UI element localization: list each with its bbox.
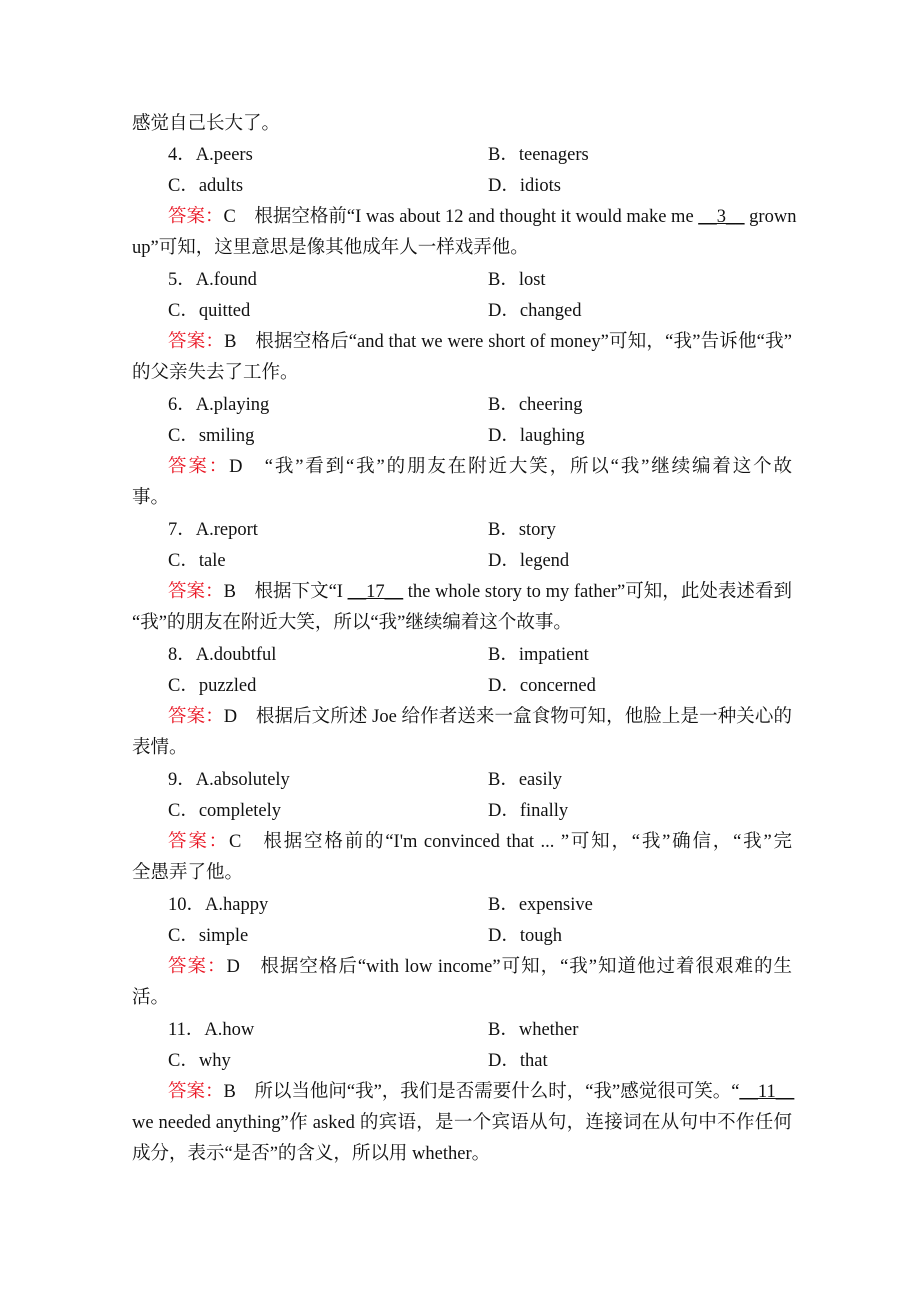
question-5-answer-line-1: 答案：B 根据空格后“and that we were short of money”可知，“我”告诉他“我” bbox=[168, 332, 792, 352]
question-9-option-c: C．completely bbox=[168, 801, 282, 821]
answer-label: 答案： bbox=[168, 207, 224, 227]
question-6-option-a: 6．A.playing bbox=[168, 395, 270, 415]
question-9-answer-line-1: 答案：C 根据空格前的“I'm convinced that ... ”可知，“我”确信，“我”完 bbox=[168, 832, 792, 852]
intro-text: 感觉自己长大了。 bbox=[132, 114, 281, 134]
question-5-option-a: 5．A.found bbox=[168, 270, 257, 290]
answer-label: 答案： bbox=[168, 332, 225, 352]
question-4-option-a: 4．A.peers bbox=[168, 145, 253, 165]
question-8-answer-line-2: 表情。 bbox=[132, 738, 188, 758]
question-10-option-c: C．simple bbox=[168, 926, 249, 946]
question-7-option-a: 7．A.report bbox=[168, 520, 258, 540]
question-11-option-b: B．whether bbox=[488, 1020, 579, 1040]
question-5-option-c: C．quitted bbox=[168, 301, 251, 321]
question-10-option-b: B．expensive bbox=[488, 895, 593, 915]
question-7-answer-line-2: “我”的朋友在附近大笑，所以“我”继续编着这个故事。 bbox=[132, 613, 572, 633]
question-4-option-c: C．adults bbox=[168, 176, 244, 196]
blank: __11__ bbox=[739, 1082, 795, 1102]
question-9-option-b: B．easily bbox=[488, 770, 562, 790]
question-5-option-b: B．lost bbox=[488, 270, 546, 290]
question-11-answer-line-3: 成分，表示“是否”的含义，所以用 whether。 bbox=[132, 1144, 491, 1164]
question-6-answer-line-2: 事。 bbox=[132, 488, 170, 508]
blank: __17__ bbox=[347, 582, 404, 602]
question-7-option-d: D．legend bbox=[488, 551, 570, 571]
answer-label: 答案： bbox=[168, 582, 224, 602]
question-11-answer-line-2: we needed anything”作 asked 的宾语，是一个宾语从句，连接词在从句中不作任何 bbox=[132, 1113, 792, 1133]
question-6-option-c: C．smiling bbox=[168, 426, 255, 446]
question-4-answer-line-1: 答案：C 根据空格前“I was about 12 and thought it would make me __3__ grown bbox=[168, 207, 797, 227]
question-10-option-a: 10．A.happy bbox=[168, 895, 269, 915]
answer-label: 答案： bbox=[168, 957, 227, 977]
answer-label: 答案： bbox=[168, 832, 229, 852]
question-7-answer-line-1: 答案：B 根据下文“I __17__ the whole story to my father”可知，此处表述看到 bbox=[168, 582, 792, 602]
question-8-option-b: B．impatient bbox=[488, 645, 589, 665]
question-9-option-a: 9．A.absolutely bbox=[168, 770, 290, 790]
answer-label: 答案： bbox=[168, 1082, 224, 1102]
question-4-option-d: D．idiots bbox=[488, 176, 561, 196]
question-5-answer-line-2: 的父亲失去了工作。 bbox=[132, 363, 299, 383]
question-4-option-b: B．teenagers bbox=[488, 145, 589, 165]
question-11-option-c: C．why bbox=[168, 1051, 231, 1071]
question-7-option-b: B．story bbox=[488, 520, 556, 540]
answer-label: 答案： bbox=[168, 457, 230, 477]
question-11-option-d: D．that bbox=[488, 1051, 548, 1071]
question-11-option-a: 11．A.how bbox=[168, 1020, 255, 1040]
question-9-option-d: D．finally bbox=[488, 801, 569, 821]
question-8-option-c: C．puzzled bbox=[168, 676, 257, 696]
blank: __3__ bbox=[698, 207, 745, 227]
question-4-answer-line-2: up”可知，这里意思是像其他成年人一样戏弄他。 bbox=[132, 238, 529, 258]
question-5-option-d: D．changed bbox=[488, 301, 582, 321]
answer-label: 答案： bbox=[168, 707, 224, 727]
question-9-answer-line-2: 全愚弄了他。 bbox=[132, 863, 244, 883]
question-6-answer-line-1: 答案：D “我”看到“我”的朋友在附近大笑，所以“我”继续编着这个故 bbox=[168, 457, 792, 477]
question-11-answer-line-1: 答案：B 所以当他问“我”，我们是否需要什么时，“我”感觉很可笑。“__11__ bbox=[168, 1082, 795, 1102]
question-6-option-b: B．cheering bbox=[488, 395, 583, 415]
question-10-answer-line-1: 答案：D 根据空格后“with low income”可知，“我”知道他过着很艰难的生 bbox=[168, 957, 792, 977]
question-7-option-c: C．tale bbox=[168, 551, 226, 571]
question-8-option-a: 8．A.doubtful bbox=[168, 645, 277, 665]
question-6-option-d: D．laughing bbox=[488, 426, 585, 446]
question-10-answer-line-2: 活。 bbox=[132, 988, 170, 1008]
question-8-answer-line-1: 答案：D 根据后文所述 Joe 给作者送来一盒食物可知，他脸上是一种关心的 bbox=[168, 707, 792, 727]
question-8-option-d: D．concerned bbox=[488, 676, 596, 696]
question-10-option-d: D．tough bbox=[488, 926, 563, 946]
